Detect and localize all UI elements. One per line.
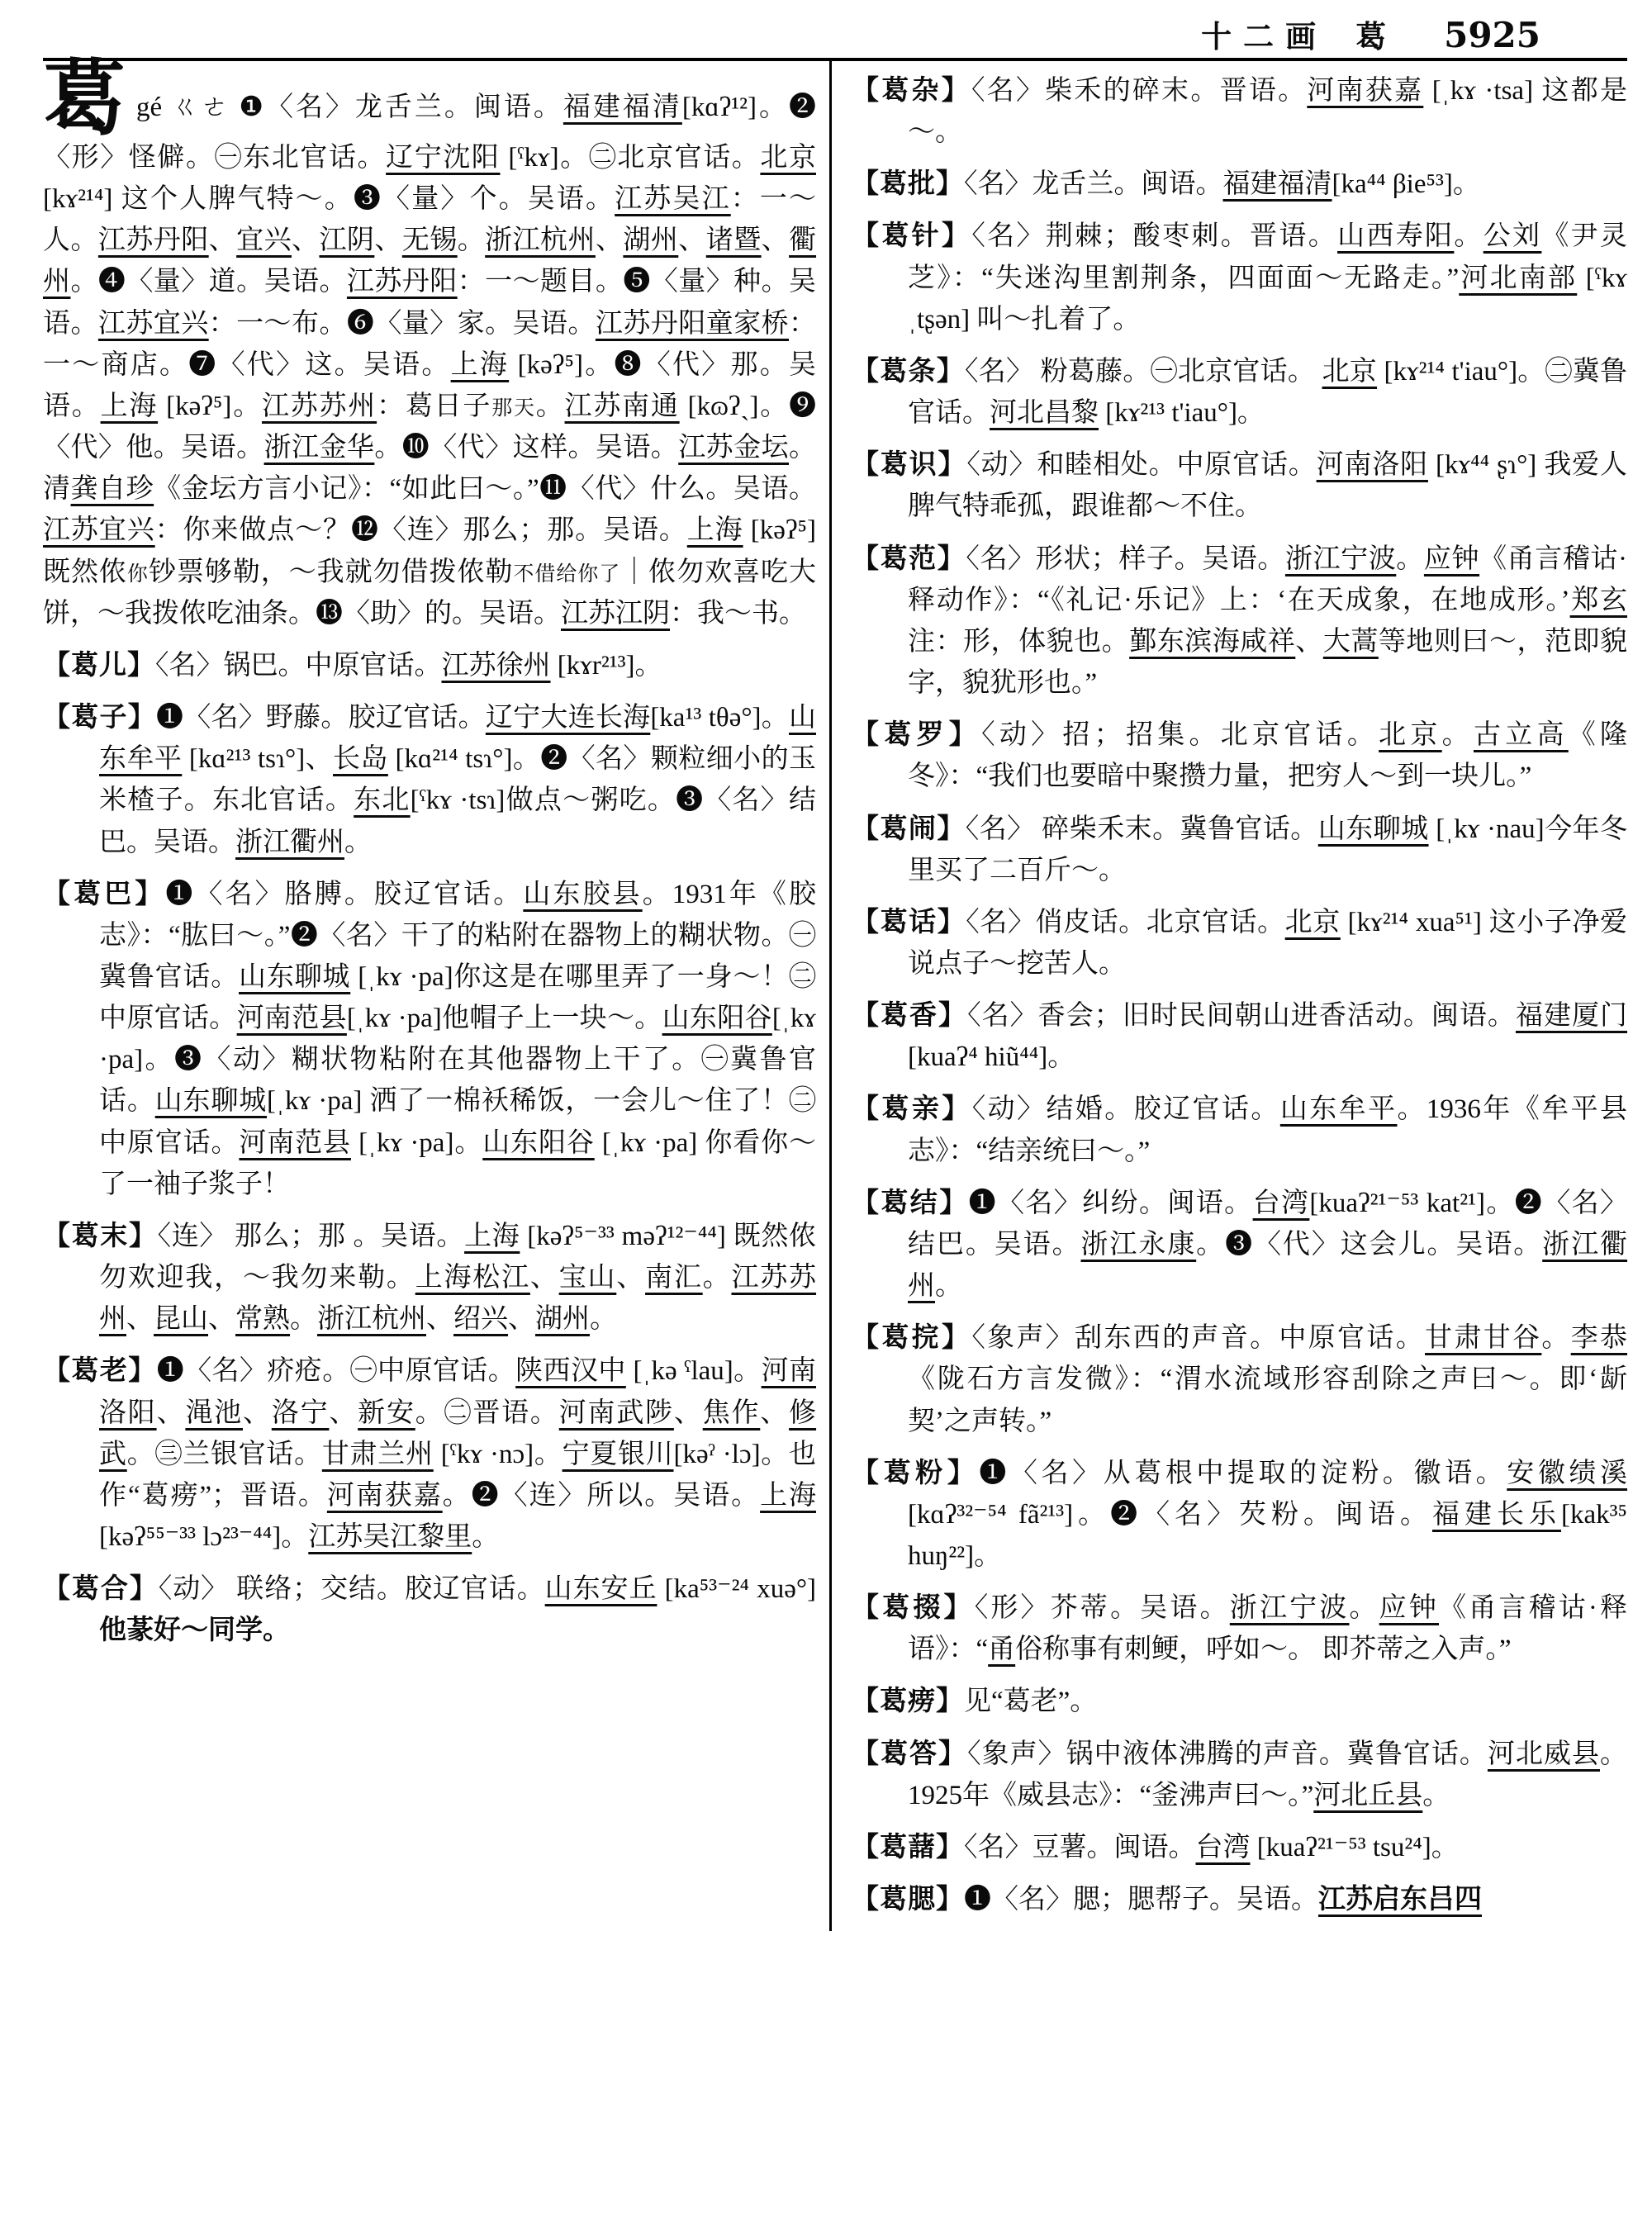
entry-text: 俗称事有刺鲠，呼如～。 即芥蒂之入声。” <box>1015 1635 1512 1665</box>
entry-text: [ˤkɤ ·nɔ]。 <box>433 1439 563 1469</box>
entry-text: 。1936年《牟平县志》：“结亲统曰～。” <box>908 1094 1628 1166</box>
entry-text: 〈形〉芥蒂。吴语。 <box>974 1593 1230 1624</box>
dict-entry <box>852 714 1627 797</box>
dict-entry <box>852 809 1627 891</box>
entry-text: 、 <box>1295 626 1323 657</box>
page-header <box>43 12 1627 53</box>
place-name: 应钟 <box>1379 1593 1440 1624</box>
place-name: 福建长乐 <box>1432 1499 1561 1530</box>
entry-text: 。 <box>457 225 486 256</box>
entry-text: 他蒃好～同学。 <box>99 1616 290 1646</box>
entry-text: ❶〈名〉龙舌兰。闽语。 <box>239 93 563 122</box>
place-name: 上海 <box>686 515 743 546</box>
place-name: 绍兴 <box>453 1304 508 1335</box>
entry-text: 〈象声〉刮东西的声音。中原官话。 <box>971 1323 1426 1354</box>
entry-text: 。 <box>590 1304 617 1335</box>
place-name: 河南范县 <box>236 1004 347 1034</box>
entry-text: [kəʔ⁵]。❽〈代〉那。吴语。 <box>43 349 817 421</box>
entry-headword: 【葛儿】 <box>43 650 155 681</box>
entry-text: 〈动〉招；招集。北京官话。 <box>981 720 1379 751</box>
entry-text: [kuaʔ²¹⁻⁵³ kat²¹]。❷〈名〉结巴。吴语。 <box>908 1188 1627 1260</box>
dict-entry <box>852 351 1627 434</box>
entry-text: 。❿〈代〉这样。吴语。 <box>374 433 679 463</box>
entry-text: [ka⁵³⁻²⁴ xuə°] <box>657 1574 817 1605</box>
entry-text: [kuaʔ⁴ hiũ⁴⁴]。 <box>908 1042 1075 1073</box>
entry-text: 《隆冬》：“我们也要暗中聚攒力量，把穷人～到一块儿。” <box>908 720 1628 792</box>
place-name: 江苏丹阳童家桥 <box>595 308 790 339</box>
entry-text: [kɑʔ³²⁻⁵⁴ fã²¹³]。❷〈名〉芡粉。闽语。 <box>908 1499 1432 1530</box>
place-name: 河北威县 <box>1487 1739 1601 1769</box>
entry-text: 〈名〉龙舌兰。闽语。 <box>964 169 1223 200</box>
entry-headword: 【葛老】 <box>43 1356 157 1387</box>
entry-text: 、 <box>329 1397 358 1428</box>
dict-entry <box>852 216 1627 339</box>
dict-entry <box>43 874 816 1205</box>
dict-entry <box>852 902 1627 985</box>
place-name: 山东聊城 <box>239 961 351 992</box>
entry-text: 、 <box>529 1263 559 1293</box>
entry-text: [ˌkɤ ·pa] 洒了一棉袄稀饭，一会儿～住了！㊁中原官话。 <box>99 1086 817 1158</box>
entry-text: 。 <box>1541 1323 1571 1354</box>
entry-text: 你 <box>126 562 149 586</box>
entry-text: 、 <box>616 1263 646 1293</box>
dict-entry <box>852 1317 1627 1441</box>
place-name: 宜兴 <box>236 225 292 256</box>
place-name: 浙江宁波 <box>1229 1593 1350 1624</box>
dict-entry <box>852 70 1627 153</box>
entry-text: 。清 <box>43 433 817 505</box>
dict-entry <box>852 1734 1627 1816</box>
place-name: 河北南部 <box>1459 263 1578 293</box>
section-character: 葛 <box>1355 21 1387 55</box>
entry-text: 〈名〉 粉葛藤。㊀北京官话。 <box>964 356 1322 387</box>
entry-headword: 【葛巴】 <box>43 879 166 909</box>
place-name: 河南武陟 <box>558 1397 674 1428</box>
entry-text: ｜侬勿欢喜吃大饼，～我拨侬吃油条。⓭〈助〉的。吴语。 <box>43 557 816 629</box>
entry-text: 、 <box>126 1304 154 1335</box>
entry-text: ❶〈名〉野藤。胶辽官话。 <box>155 703 486 733</box>
place-name: 江苏吴江 <box>615 184 731 215</box>
place-name: 山东聊城 <box>1317 814 1429 844</box>
place-name: 江苏苏州 <box>99 1263 817 1335</box>
entry-text: 〈名〉形状；样子。吴语。 <box>966 543 1285 574</box>
place-name: 河南获嘉 <box>1307 76 1424 106</box>
dict-entry <box>852 1089 1627 1171</box>
place-name: 浙江衢州 <box>908 1229 1628 1302</box>
entry-text: 、 <box>292 225 320 256</box>
entry-text: [kɤ²¹³ t'iau°]。 <box>1099 398 1265 429</box>
place-name: 浙江金华 <box>263 433 375 463</box>
place-name: 福建厦门 <box>1515 1001 1628 1032</box>
entry-headword: 【葛结】 <box>852 1188 969 1218</box>
entry-text: 。㊂兰银官话。 <box>126 1439 322 1469</box>
entry-character: 葛 <box>43 54 128 145</box>
dict-entry <box>852 539 1627 705</box>
entry-text: 。 <box>935 1271 962 1302</box>
entry-text: [ˤkɤ]。㊁北京官话。 <box>500 143 761 173</box>
place-name: 山东阳谷 <box>662 1004 772 1034</box>
place-name: 江苏苏州 <box>261 391 377 421</box>
place-name: 河南范县 <box>239 1127 351 1158</box>
main-entry <box>43 54 817 634</box>
dict-entry <box>43 1568 816 1651</box>
place-name: 诸暨 <box>705 225 762 256</box>
entry-text: 、 <box>208 225 237 256</box>
entry-text: 。 <box>1454 221 1483 252</box>
entry-text: ：一～人。 <box>43 184 817 256</box>
place-name: 河南洛阳 <box>99 1356 817 1428</box>
entry-text: [kɤ⁴⁴ ʂɿ°] 我爱人脾气特乖孤，跟谁都～不住。 <box>908 450 1628 522</box>
place-name: 山东牟平 <box>99 703 817 775</box>
entry-text: [kɤ²¹⁴ t'iau°]。㊁冀鲁官话。 <box>908 356 1628 429</box>
entry-text: 、 <box>761 225 790 256</box>
entry-text: 、 <box>156 1397 186 1428</box>
place-name: 甘肃兰州 <box>321 1439 434 1469</box>
place-name: 昆山 <box>154 1304 208 1335</box>
place-name: 江苏丹阳 <box>97 225 209 256</box>
entry-text: [ˌkɤ ·pa] 你看你～了一袖子浆子！ <box>99 1127 817 1199</box>
place-name: 宁夏银川 <box>562 1439 674 1469</box>
entry-headword: 【葛闹】 <box>852 814 966 844</box>
entry-text: 。 <box>535 391 565 421</box>
entry-headword: 【葛罗】 <box>852 720 982 751</box>
place-name: 修武 <box>99 1397 817 1469</box>
place-name: 大蒿 <box>1322 626 1379 657</box>
entry-text: 《金坛方言小记》：“如此曰～。”⓫〈代〉什么。吴语。 <box>154 474 817 505</box>
entry-text: [kɤ²¹⁴] 这个人脾气特～。❸〈量〉个。吴语。 <box>43 184 615 215</box>
place-name: 衢州 <box>43 225 817 297</box>
entry-text: 。 <box>1349 1593 1379 1624</box>
entry-text: 〈名〉柴禾的碎末。晋语。 <box>971 76 1308 106</box>
place-name: 河北昌黎 <box>990 398 1099 429</box>
dict-entry <box>852 1879 1627 1920</box>
entry-text: 、 <box>426 1304 453 1335</box>
entry-text: [kɑʔ¹²]。❷〈形〉怪僻。㊀东北官话。 <box>43 93 816 173</box>
place-name: 上海 <box>464 1221 520 1251</box>
entry-text: 见“葛老”。 <box>964 1687 1098 1717</box>
place-name: 辽宁沈阳 <box>386 143 501 173</box>
dict-entry <box>852 1681 1627 1722</box>
entry-text: 。❹〈量〉道。吴语。 <box>70 267 347 297</box>
place-name: 河南洛阳 <box>1316 450 1428 481</box>
entry-text: ❶〈名〉纠纷。闽语。 <box>968 1188 1253 1218</box>
entry-headword: 【葛腮】 <box>852 1885 964 1915</box>
entry-text: [ˤkɤ ˌtʂən] 叫～扎着了。 <box>908 263 1628 334</box>
entry-text: 〈名〉俏皮话。北京官话。 <box>966 907 1285 937</box>
place-name: 浙江宁波 <box>1284 543 1397 574</box>
entry-text: 《甬言稽诂·释动作》：“《礼记·乐记》上：‘在天成象，在地成形。’ <box>908 543 1628 615</box>
place-name: 古立高 <box>1473 720 1569 751</box>
entry-text: 〈名〉锅巴。中原官话。 <box>155 650 442 681</box>
entry-headword: 【葛话】 <box>852 907 966 937</box>
entry-text: [kəʔ⁵⁻³³ məʔ¹²⁻⁴⁴] 既然侬勿欢迎我，～我勿来勒。 <box>99 1221 817 1293</box>
entry-headword: 【葛掇】 <box>852 1593 975 1624</box>
entry-text: 、 <box>208 1304 235 1335</box>
place-name: 上海 <box>760 1480 817 1511</box>
entry-headword: 【葛合】 <box>43 1574 159 1605</box>
two-column-body <box>43 54 1628 1931</box>
entry-text: ❶〈名〉胳膊。胶辽官话。 <box>165 879 524 909</box>
place-name: 福建福清 <box>1222 169 1332 200</box>
entry-headword: 【葛粉】 <box>852 1458 980 1488</box>
place-name: 东北 <box>354 785 411 816</box>
entry-text: 〈动〉和睦相处。中原官话。 <box>966 450 1317 481</box>
entry-text: 〈象声〉锅中液体沸腾的声音。冀鲁官话。 <box>967 1739 1488 1769</box>
entry-text: 。 <box>344 827 372 857</box>
entry-text: 、 <box>673 1397 703 1428</box>
place-name: 南汇 <box>645 1263 703 1293</box>
place-name: 郑玄 <box>1569 585 1627 615</box>
entry-text: [kəʔ⁵]。 <box>158 391 262 421</box>
entry-text: [kəʔ⁵] 既然侬 <box>43 515 817 587</box>
place-name: 山东胶县 <box>523 879 643 909</box>
entry-text: 那天 <box>491 396 536 420</box>
dict-entry <box>852 1183 1627 1307</box>
page-number: 5925 <box>1444 15 1540 55</box>
entry-text: 。㊁晋语。 <box>415 1397 559 1428</box>
entry-text: [kɤ²¹⁴ xua⁵¹] 这小子净爱说点子～挖苦人。 <box>908 907 1628 979</box>
entry-text: 、 <box>508 1304 535 1335</box>
entry-text: 〈名〉荆棘；酸枣刺。晋语。 <box>971 221 1338 252</box>
place-name: 江苏宜兴 <box>97 308 209 339</box>
entry-text: ❶〈名〉从葛根中提取的淀粉。徽语。 <box>979 1458 1507 1488</box>
entry-text: ❶〈名〉疥疮。㊀中原官话。 <box>156 1356 516 1387</box>
entry-text: 、 <box>760 1397 790 1428</box>
entry-text: 钞票够勒，～我就勿借拨侬勒 <box>148 557 514 587</box>
entry-headword: 【葛杂】 <box>852 76 971 106</box>
entry-text: [ˌkɤ ·pa]你这是在哪里弄了一身～！㊁中原官话。 <box>99 961 817 1034</box>
right-column <box>829 61 1627 1931</box>
place-name: 江苏启东吕四 <box>1318 1885 1482 1915</box>
entry-text: [kɷʔˎ]。❾〈代〉他。吴语。 <box>43 391 817 463</box>
entry-headword: 【葛识】 <box>852 450 967 481</box>
entry-text: 。 <box>290 1304 317 1335</box>
place-name: 台湾 <box>1252 1188 1310 1218</box>
place-name: 山东阳谷 <box>482 1127 595 1158</box>
entry-headword: 【葛子】 <box>43 703 156 733</box>
entry-text: 〈名〉香会；旧时民间朝山进香活动。闽语。 <box>967 1001 1516 1032</box>
entry-text: 。❸〈代〉这会儿。吴语。 <box>1196 1229 1543 1260</box>
place-name: 应钟 <box>1423 543 1480 574</box>
place-name: 洛宁 <box>271 1397 330 1428</box>
place-name: 浙江杭州 <box>317 1304 426 1335</box>
entry-pronunciation: gé ㄍㄜ <box>136 93 231 122</box>
place-name: 江苏宜兴 <box>43 515 155 546</box>
dict-entry <box>852 444 1627 527</box>
place-name: 山东聊城 <box>154 1086 268 1117</box>
place-name: 浙江衢州 <box>235 827 344 857</box>
entry-text: [kəˀ ·lɔ]。也作“葛痨”；晋语。 <box>99 1439 817 1511</box>
entry-text: 《甬言稽诂·释语》：“ <box>908 1593 1628 1665</box>
entry-text: 〈名〉豆薯。闽语。 <box>964 1832 1196 1862</box>
entry-text: [ˌkɤ ·pa]。❸〈动〉糊状物粘附在其他器物上干了。㊀冀鲁官话。 <box>99 1004 817 1117</box>
place-name: 甘肃甘谷 <box>1425 1323 1542 1354</box>
place-name: 上海 <box>100 391 159 421</box>
place-name: 北京 <box>760 143 816 173</box>
place-name: 江苏丹阳 <box>346 267 458 297</box>
entry-text: ：一～布。❻〈量〉家。吴语。 <box>208 308 596 339</box>
dict-entry <box>43 645 816 686</box>
entry-text: 。1931年《胶志》：“肱曰～。”❷〈名〉干了的粘附在器物上的糊状物。㊀冀鲁官话。 <box>99 879 817 992</box>
place-name: 河南获嘉 <box>326 1480 443 1511</box>
place-name: 渑池 <box>185 1397 243 1428</box>
entry-text: ：我～书。 <box>670 598 806 629</box>
entry-text: 。❷〈连〉所以。吴语。 <box>442 1480 761 1511</box>
dict-entry <box>852 164 1627 205</box>
place-name: 公刘 <box>1483 221 1542 252</box>
dict-entry <box>43 1350 816 1558</box>
place-name: 江苏吴江黎里 <box>308 1522 472 1552</box>
left-column <box>43 54 829 1931</box>
entry-text: 注：形，体貌也。 <box>908 626 1130 657</box>
place-name: 台湾 <box>1195 1832 1251 1862</box>
place-name: 新安 <box>358 1397 415 1428</box>
entry-text: [ˌkɤ ·nau]今年冬里买了二百斤～。 <box>908 814 1628 885</box>
dict-entry <box>43 697 816 863</box>
place-name: 北京 <box>1322 356 1378 387</box>
dict-entry <box>852 1827 1627 1868</box>
entry-text: ：一～商店。❼〈代〉这。吴语。 <box>43 308 817 380</box>
entry-headword: 【葛范】 <box>852 543 966 574</box>
entry-text: [kɑ²¹³ tsɿ°]、 <box>182 744 334 775</box>
place-name: 长岛 <box>333 744 388 775</box>
entry-text: 等地则曰～，范即貌字，貌犹形也。” <box>908 626 1628 699</box>
place-name: 焦作 <box>702 1397 761 1428</box>
place-name: 江苏金坛 <box>678 433 790 463</box>
place-name: 湖州 <box>535 1304 590 1335</box>
entry-text: 《尹灵芝》：“失迷沟里割荆条，四面面～无路走。” <box>908 221 1628 293</box>
place-name: 上海松江 <box>415 1263 530 1293</box>
entry-text: [kɤr²¹³]。 <box>550 650 662 681</box>
place-name: 常熟 <box>235 1304 290 1335</box>
entry-text: 不借给你了 <box>513 562 621 586</box>
entry-text: 〈动〉 联络；交结。胶辽官话。 <box>158 1574 545 1605</box>
entry-text: [kak³⁵ huŋ²²]。 <box>908 1499 1627 1571</box>
place-name: 上海 <box>450 349 510 380</box>
place-name: 河北丘县 <box>1313 1780 1423 1810</box>
entry-text: 〈动〉结婚。胶辽官话。 <box>971 1094 1280 1125</box>
entry-text: [ˌkɤ ·tsa] 这都是～。 <box>908 76 1628 148</box>
entry-text: 。 <box>1441 720 1474 751</box>
entry-text: 。 <box>702 1263 732 1293</box>
place-name: 福建福清 <box>563 93 682 122</box>
dict-entry <box>852 1587 1627 1670</box>
dict-entry <box>852 995 1627 1078</box>
place-name: 山东牟平 <box>1279 1094 1398 1125</box>
place-name: 山东安丘 <box>544 1574 657 1605</box>
entry-headword: 【葛答】 <box>852 1739 968 1769</box>
entry-headword: 【葛条】 <box>852 356 965 387</box>
entry-text: 〈名〉 碎柴禾末。冀鲁官话。 <box>965 814 1318 844</box>
place-name: 北京 <box>1379 720 1442 751</box>
place-name: 江苏徐州 <box>441 650 551 681</box>
place-name: 江阴 <box>319 225 375 256</box>
place-name: 安徽绩溪 <box>1507 1458 1628 1488</box>
place-name: 北京 <box>1284 907 1341 937</box>
entry-text: [kɑ²¹⁴ tsɿ°]。❷〈名〉颗粒细小的玉米楂子。东北官话。 <box>99 744 817 816</box>
entry-text: 。1925年《威县志》：“釜沸声曰～。” <box>908 1739 1628 1810</box>
place-name: 湖州 <box>623 225 679 256</box>
entry-headword: 【葛香】 <box>852 1001 968 1032</box>
entry-headword: 【葛捖】 <box>852 1323 972 1354</box>
entry-text: 。 <box>1396 543 1424 574</box>
entry-headword: 【葛痨】 <box>852 1687 964 1717</box>
entry-text: ：一～题目。❺〈量〉种。吴语。 <box>43 267 817 339</box>
dict-entry <box>852 1453 1627 1577</box>
place-name: 龚自珍 <box>70 474 154 505</box>
place-name: 辽宁大连长海 <box>485 703 651 733</box>
place-name: 鄞东滨海咸祥 <box>1129 626 1296 657</box>
entry-text: [ˌkɤ ·pa]。 <box>350 1127 483 1158</box>
place-name: 陕西汉中 <box>515 1356 626 1387</box>
entry-headword: 【葛批】 <box>852 169 964 200</box>
entry-headword: 【葛藷】 <box>852 1832 964 1862</box>
entry-text: 《陇石方言发微》：“渭水流域形容刮除之声曰～。即‘龂契’之声转。” <box>908 1364 1627 1436</box>
place-name: 浙江永康 <box>1080 1229 1197 1260</box>
entry-text: ❶〈名〉腮；腮帮子。吴语。 <box>964 1885 1318 1915</box>
entry-text: 。 <box>1422 1780 1450 1810</box>
place-name: 浙江杭州 <box>485 225 596 256</box>
place-name: 李恭 <box>1570 1323 1628 1354</box>
place-name: 甬 <box>988 1635 1016 1665</box>
entry-text: ：你来做点～？⓬〈连〉那么；那。吴语。 <box>154 515 687 546</box>
entry-text: 〈连〉 那么；那 。吴语。 <box>157 1221 465 1251</box>
entry-text: [ˌkə ˤlau]。 <box>625 1356 762 1387</box>
entry-text: 、 <box>678 225 706 256</box>
entry-text: [ˤkɤ ·tsɿ]做点～粥吃。❸〈名〉结巴。吴语。 <box>99 785 817 857</box>
entry-text: 。 <box>472 1522 500 1552</box>
entry-text: [kuaʔ²¹⁻⁵³ tsu²⁴]。 <box>1250 1832 1459 1862</box>
place-name: 宝山 <box>558 1263 617 1293</box>
entry-headword: 【葛末】 <box>43 1221 158 1251</box>
entry-text: ：葛日子 <box>377 391 492 421</box>
entry-text: [ˌkɤ ·pa]他帽子上一块～。 <box>346 1004 662 1034</box>
dict-entry <box>43 1216 816 1340</box>
entry-text: 、 <box>374 225 402 256</box>
place-name: 山西寿阳 <box>1337 221 1455 252</box>
place-name: 无锡 <box>401 225 458 256</box>
place-name: 江苏南通 <box>564 391 680 421</box>
entry-text: [ka¹³ tθə°]。 <box>650 703 790 733</box>
entry-text: 、 <box>595 225 624 256</box>
entry-headword: 【葛亲】 <box>852 1094 972 1125</box>
entry-text: 、 <box>242 1397 272 1428</box>
entry-headword: 【葛针】 <box>852 221 972 252</box>
place-name: 江苏江阴 <box>561 598 670 629</box>
section-label: 十二画 <box>1201 21 1328 55</box>
entry-text: [kəʔ⁵⁵⁻³³ lɔ²³⁻⁴⁴]。 <box>99 1522 309 1552</box>
entry-text: [ka⁴⁴ βie⁵³]。 <box>1332 169 1480 200</box>
